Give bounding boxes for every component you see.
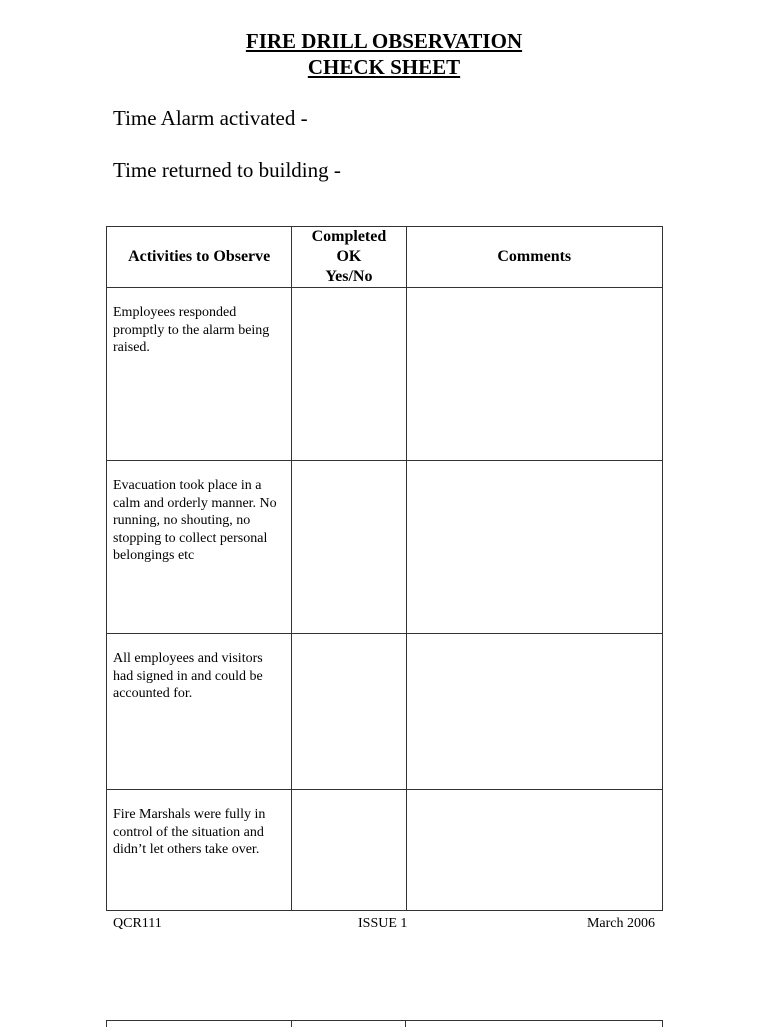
table-header-row — [107, 227, 663, 288]
activity-text: Employees responded promptly to the alarm being raised. — [113, 305, 270, 355]
header-completed — [292, 227, 406, 288]
time-alarm-activated-label: Time Alarm activated - — [113, 106, 308, 130]
title-line-2: CHECK SHEET — [307, 55, 461, 79]
completed-cell[interactable] — [292, 790, 406, 911]
completed-cell[interactable] — [292, 461, 406, 634]
activity-text: Evacuation took place in a calm and orderly manner. No running, no shouting, no stopping to collect personal belongings etc — [113, 478, 277, 563]
header-completed-line-1: Completed — [311, 228, 387, 245]
header-activities-label: Activities to Observe — [128, 248, 271, 265]
table-edge-tick — [662, 1021, 663, 1027]
comments-cell[interactable] — [406, 461, 662, 634]
completed-cell[interactable] — [292, 634, 406, 790]
table-edge-tick — [291, 1021, 292, 1027]
header-comments — [406, 227, 662, 288]
comments-cell[interactable] — [406, 288, 662, 461]
footer-doc-code: QCR111 — [113, 916, 162, 931]
header-completed-line-2: OK — [336, 248, 362, 265]
observation-table — [106, 226, 663, 911]
table-edge-tick — [106, 1021, 107, 1027]
table-row — [107, 461, 663, 634]
header-activities — [107, 227, 292, 288]
time-returned-to-building-label: Time returned to building - — [113, 158, 341, 182]
title-line-1: FIRE DRILL OBSERVATION — [245, 29, 523, 53]
footer-issue: ISSUE 1 — [358, 916, 408, 931]
comments-cell[interactable] — [406, 634, 662, 790]
activity-text: All employees and visitors had signed in and could be accounted for. — [113, 651, 263, 701]
activity-text: Fire Marshals were fully in control of the situation and didn’t let others take over. — [113, 807, 266, 857]
header-comments-label: Comments — [497, 248, 572, 265]
activity-cell — [107, 790, 292, 911]
activity-cell — [107, 461, 292, 634]
table-row — [107, 634, 663, 790]
table-row — [107, 288, 663, 461]
completed-cell[interactable] — [292, 288, 406, 461]
footer-date: March 2006 — [586, 916, 655, 931]
comments-cell[interactable] — [406, 790, 662, 911]
table-edge-tick — [405, 1021, 406, 1027]
activity-cell — [107, 288, 292, 461]
header-completed-line-3: Yes/No — [325, 268, 373, 285]
table-row — [107, 790, 663, 911]
activity-cell — [107, 634, 292, 790]
